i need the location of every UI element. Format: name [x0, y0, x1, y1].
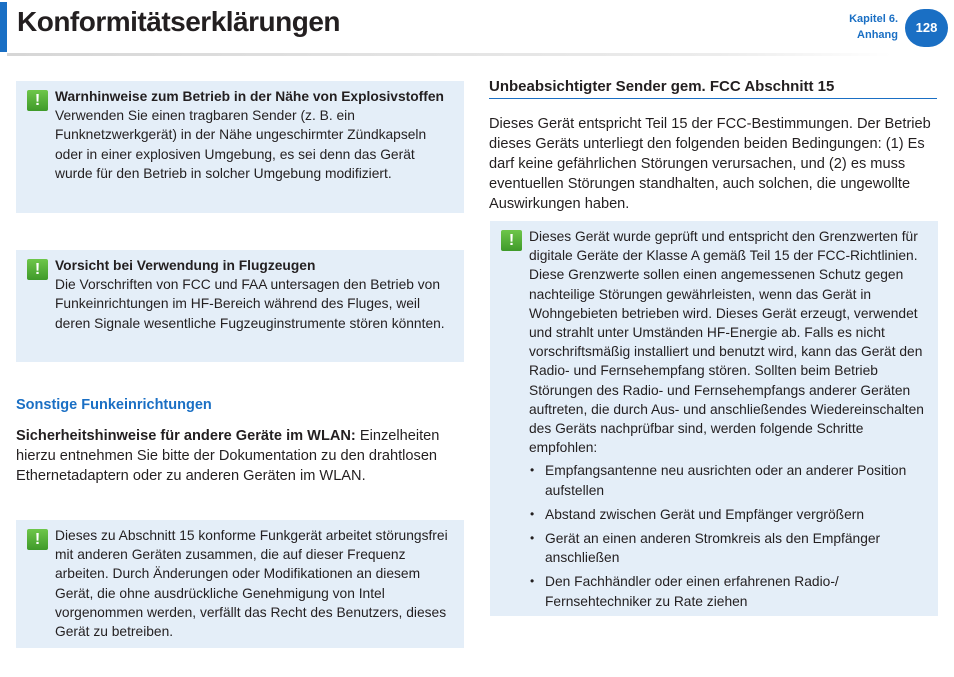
list-item: • Gerät an einen anderen Stromkreis als den Empfänger anschließen	[529, 529, 928, 567]
note-title: Warnhinweise zum Betrieb in der Nähe von Explosivstoffen	[55, 89, 444, 104]
fcc-heading: Unbeabsichtigter Sender gem. FCC Abschnitt 15	[489, 78, 937, 99]
note-title: Vorsicht bei Verwendung in Flugzeugen	[55, 258, 316, 273]
header-divider	[7, 53, 892, 56]
paragraph-text: Einzelheiten hierzu entnehmen Sie bitte der Dokumentation zu den drahtlosen Ethernetadaptern oder zu anderen Geräten im WLAN.	[16, 428, 440, 484]
note-aircraft	[16, 250, 464, 362]
chapter-number: Kapitel 6.	[849, 13, 898, 25]
note-text: Dieses zu Abschnitt 15 konforme Funkgerät arbeitet störungsfrei mit anderen Geräten zusammen, die auf dieser Frequenz arbeiten. Durch Änderungen oder Modifikationen an diesem Gerät, die ohne ausdrückliche Genehmigung von Intel vorgenommen werden, verfällt das Recht des Benutzers, dieses Gerät zu betreiben.	[55, 528, 448, 640]
header-accent-bar	[0, 2, 7, 52]
caution-exclamation-icon: !	[27, 259, 48, 280]
page-number-badge: 128	[905, 9, 948, 47]
note-text: Dieses Gerät wurde geprüft und entspricht den Grenzwerten für digitale Geräte der Klasse A gemäß Teil 15 der FCC-Richtlinien. Diese Grenzwerte sollen einen angemessenen Schutz gegen nachteilige Störungen gewährleisten, wenn das Gerät in Wohngebieten betrieben wird. Dieses Gerät erzeugt, verwendet und strahlt unter Umständen HF-Energie ab. Falls es nicht vorschriftsmäßig installiert und benutzt wird, kann das Gerät den Radio- und Fernsehempfang stören. Sollten beim Betrieb Störungen des Radio- und Fernsehempfangs anderer Geräten auftreten, die durch Aus- und anschließendes Wiedereinschalten des Geräts nachprüfbar sind, werden folgende Schritte empfohlen:	[529, 229, 924, 456]
chapter-name: Anhang	[857, 29, 898, 41]
list-item: • Abstand zwischen Gerät und Empfänger vergrößern	[529, 505, 928, 524]
note-text: Verwenden Sie einen tragbaren Sender (z. B. ein Funknetzwerkgerät) in der Nähe ungeschirmter Zündkapseln oder in einer explosiven Umgebung, es sei denn das Gerät wurde für den Betrieb in solcher Umgebung modifiziert.	[55, 108, 427, 181]
note-text: Die Vorschriften von FCC und FAA untersagen den Betrieb von Funkeinrichtungen im HF-Bereich während des Fluges, weil deren Signale wesentliche Fugzeuginstrumente stören könnten.	[55, 277, 445, 331]
note-section15	[16, 520, 464, 648]
section-heading: Sonstige Funkeinrichtungen	[16, 397, 212, 413]
fcc-paragraph: Dieses Gerät entspricht Teil 15 der FCC-Bestimmungen. Der Betrieb dieses Geräts unterliegt den folgenden beiden Bedingungen: (1) Es darf keine gefährlichen Störungen verursachen, und (2) es muss eventuellen Störungen standhalten, auch solchen, die ungewollte Auswirkungen haben.	[489, 116, 931, 212]
list-item: • Den Fachhändler oder einen erfahrenen Radio-/ Fernsehtechniker zu Rate ziehen	[529, 572, 928, 610]
list-item: • Empfangsantenne neu ausrichten oder an anderer Position aufstellen	[529, 461, 928, 499]
caution-exclamation-icon: !	[501, 230, 522, 251]
note-class-a	[490, 221, 938, 616]
paragraph-lead: Sicherheitshinweise für andere Geräte im WLAN:	[16, 428, 356, 444]
note-explosives	[16, 81, 464, 213]
recommendation-list	[529, 461, 928, 610]
wlan-safety-paragraph	[16, 426, 466, 486]
chapter-label	[849, 11, 898, 43]
caution-exclamation-icon: !	[27, 90, 48, 111]
caution-exclamation-icon: !	[27, 529, 48, 550]
page-title: Konformitätserklärungen	[17, 6, 340, 37]
